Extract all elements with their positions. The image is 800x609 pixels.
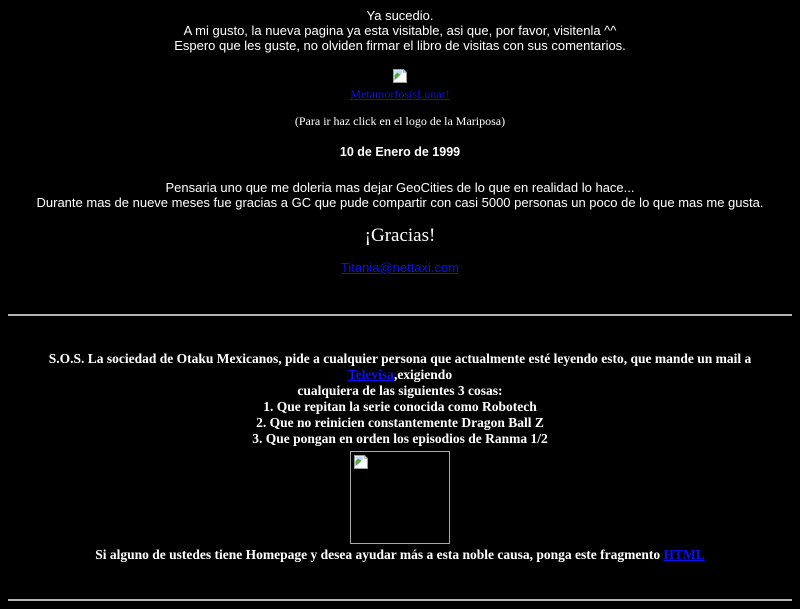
date-heading: 10 de Enero de 1999	[339, 145, 461, 159]
sos-demand-3: 3. Que pongan en orden los episodios de Ranma 1/2	[252, 431, 548, 446]
broken-image-icon	[353, 454, 369, 470]
televisa-link[interactable]: Televisa	[347, 367, 394, 382]
email-link[interactable]: Titania@nettaxi.com	[340, 260, 460, 275]
farewell-line-2: Durante mas de nueve meses fue gracias a GC que pude compartir con casi 5000 personas un poco de lo que mas me gusta.	[36, 195, 764, 210]
sos-demand-2: 2. Que no reinicien constantemente Dragon Ball Z	[256, 415, 544, 430]
sos-text-before-link: S.O.S. La sociedad de Otaku Mexicanos, pide a cualquier persona que actualmente esté leyendo esto, que mande un mail a	[48, 351, 752, 366]
sos-section	[8, 351, 792, 563]
divider-bottom	[8, 599, 792, 601]
thanks-text: ¡Gracias!	[364, 225, 436, 246]
homepage-help-line	[8, 547, 792, 563]
farewell-paragraph	[8, 180, 792, 210]
butterfly-link-label[interactable]: MetamorfosisLunar!	[350, 87, 450, 101]
sos-demand-1: 1. Que repitan la serie conocida como Robotech	[263, 399, 537, 414]
email-line	[8, 260, 792, 275]
butterfly-logo-link[interactable]	[350, 67, 449, 103]
sos-paragraph	[8, 351, 792, 399]
broken-image-placeholder	[350, 451, 450, 544]
intro-paragraph	[8, 8, 792, 53]
butterfly-note: (Para ir haz click en el logo de la Mariposa)	[294, 114, 506, 128]
intro-line-1: Ya sucedio.	[366, 8, 434, 23]
intro-line-3: Espero que les guste, no olviden firmar el libro de visitas con sus comentarios.	[174, 38, 626, 53]
farewell-line-1: Pensaria uno que me doleria mas dejar GeoCities de lo que en realidad lo hace...	[165, 180, 635, 195]
sos-text-line-2: cualquiera de las siguientes 3 cosas:	[297, 383, 503, 398]
intro-line-2: A mi gusto, la nueva pagina ya esta visitable, asi que, por favor, visitenla ^^	[183, 23, 617, 38]
html-fragment-link[interactable]: HTML	[663, 547, 705, 562]
banner-image-wrap	[8, 451, 792, 544]
butterfly-logo-block	[8, 67, 792, 103]
help-text-before-link: Si alguno de ustedes tiene Homepage y desea ayudar más a esta noble causa, ponga este fragmento	[95, 547, 664, 562]
broken-image-icon[interactable]	[392, 68, 408, 84]
sos-text-after-link: ,exigiendo	[393, 367, 453, 382]
divider-top	[8, 314, 792, 316]
